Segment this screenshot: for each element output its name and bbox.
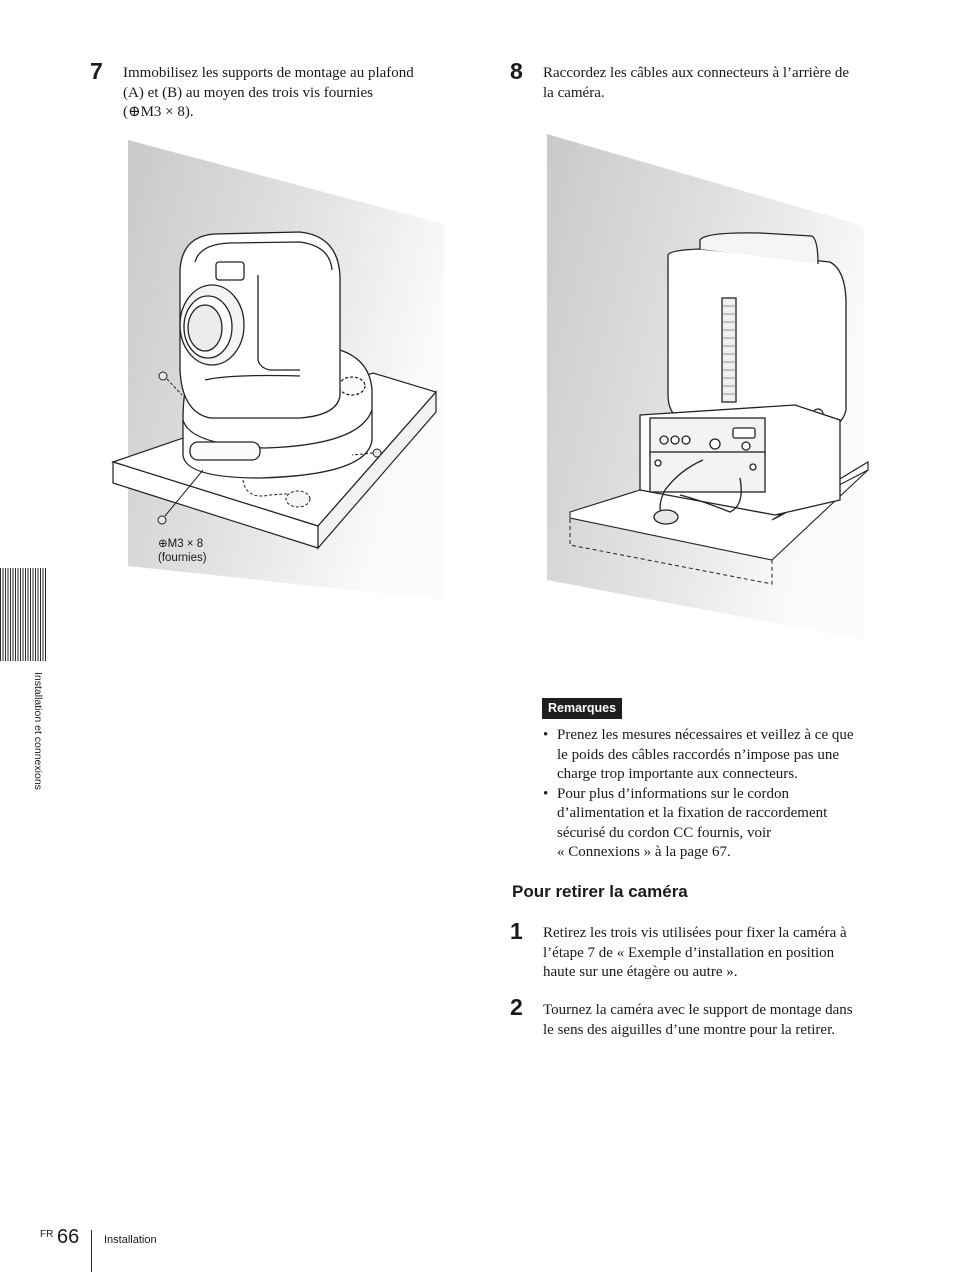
- section-step-1-text: [543, 924, 898, 983]
- text-line: Retirez les trois vis utilisées pour fixer la caméra à: [543, 925, 847, 941]
- text-line: • Pour plus d’informations sur le cordon: [557, 785, 790, 802]
- text-line: le poids des câbles raccordés n’impose pas une: [557, 746, 839, 763]
- section-heading: Pour retirer la caméra: [512, 882, 688, 901]
- list-item: [541, 785, 896, 863]
- chapter-tab: [0, 568, 47, 661]
- footer-divider: [91, 1230, 92, 1272]
- text-line: l’étape 7 de « Exemple d’installation en position: [543, 944, 835, 961]
- text-line: haute sur une étagère ou autre ».: [543, 964, 738, 980]
- list-item: [541, 726, 896, 785]
- text-line: la caméra.: [543, 84, 605, 101]
- figure1-screw-label: [158, 537, 207, 565]
- step-7-number: 7: [90, 58, 103, 84]
- text-line: charge trop importante aux connecteurs.: [557, 766, 798, 782]
- step-8-number: 8: [510, 58, 523, 84]
- screw-hole: [286, 491, 310, 507]
- text-line: (⊕M3 × 8).: [123, 104, 194, 120]
- chapter-vertical-label: Installation et connexions: [32, 672, 44, 790]
- text-line: sécurisé du cordon CC fournis, voir: [557, 824, 772, 841]
- text-line: • Prenez les mesures nécessaires et veillez à ce que: [557, 727, 854, 743]
- text-line: le sens des aiguilles d’une montre pour la retirer.: [543, 1021, 835, 1038]
- text-line: Raccordez les câbles aux connecteurs à l’arrière de: [543, 65, 850, 81]
- footer-lang: FR: [40, 1229, 54, 1240]
- label-line: ⊕M3 × 8: [158, 538, 204, 550]
- section-step-1-number: 1: [510, 918, 523, 944]
- text-line: Tournez la caméra avec le support de montage dans: [543, 1002, 853, 1018]
- text-line: Immobilisez les supports de montage au plafond: [123, 65, 414, 81]
- camera-body: [668, 233, 846, 430]
- footer-page-number: 66: [57, 1226, 80, 1248]
- camera-head: [180, 232, 340, 418]
- step-8-text: [543, 64, 893, 103]
- footer-chapter: Installation: [104, 1234, 157, 1246]
- section-step-2-text: [543, 1001, 898, 1040]
- notes-list: [541, 726, 896, 863]
- figure-camera-cables: [540, 130, 870, 645]
- section-step-2-number: 2: [510, 994, 523, 1020]
- text-line: d’alimentation et la fixation de raccordement: [557, 805, 828, 821]
- text-line: (A) et (B) au moyen des trois vis fournies: [123, 84, 373, 101]
- remarques-badge: Remarques: [542, 698, 622, 719]
- step-7-text: [123, 64, 468, 123]
- text-line: « Connexions » à la page 67.: [557, 844, 731, 860]
- label-line: (fournies): [158, 552, 207, 564]
- figure-camera-mounting: [105, 138, 450, 603]
